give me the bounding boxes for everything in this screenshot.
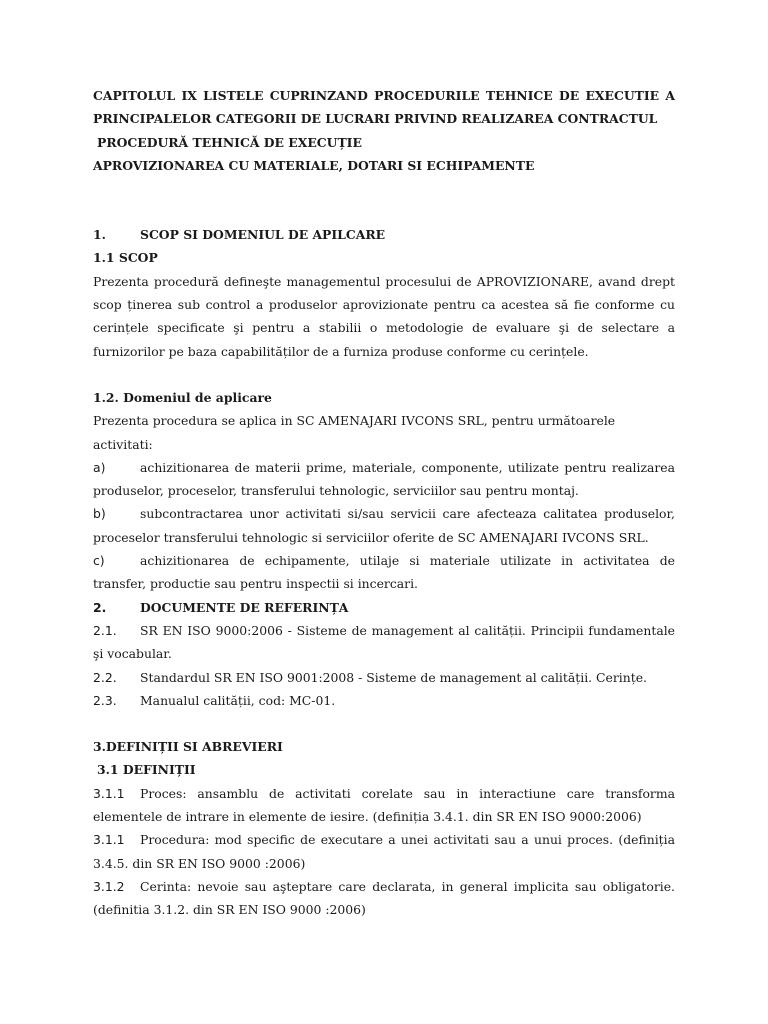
domeniu-item-c (93, 549, 675, 596)
item-mark: b) (93, 506, 106, 522)
definition-item (93, 782, 675, 829)
section-2-number: 2. (93, 599, 107, 615)
title-line-4: APROVIZIONAREA CU MATERIALE, DOTARI SI ECHIPAMENTE (93, 157, 535, 173)
item-mark: c) (93, 553, 105, 569)
reference-item (93, 619, 675, 666)
domeniu-item-a (93, 456, 675, 503)
item-text: Proces: ansamblu de activitati corelate sau in interactiune care transforma elementele de intrare in elemente de iesire. (definiția 3.4.1. din SR EN ISO 9000:2006) (93, 785, 675, 825)
domeniu-heading: 1.2. Domeniul de aplicare (93, 389, 272, 405)
definitions-heading: 3.1 DEFINIȚII (97, 762, 196, 778)
title-line-3: PROCEDURĂ TEHNICĂ DE EXECUȚIE (97, 134, 362, 150)
scop-heading: 1.1 SCOP (93, 250, 158, 266)
document-page (93, 84, 675, 922)
section-1-title: SCOP SI DOMENIUL DE APILCARE (140, 227, 386, 243)
item-text: subcontractarea unor activitati si/sau servicii care afecteaza calitatea produselor, proceselor transferului tehnologic si serviciilor oferite de SC AMENAJARI IVCONS SRL. (93, 506, 675, 545)
item-mark: 2.3. (93, 692, 117, 708)
item-mark: 3.1.1 (93, 832, 125, 848)
domeniu-item-b (93, 502, 675, 549)
title-line-2: PRINCIPALELOR CATEGORII DE LUCRARI PRIVIND REALIZAREA CONTRACTUL (93, 111, 658, 127)
item-text: achizitionarea de materii prime, materiale, componente, utilizate pentru realizarea produselor, proceselor, transferului tehnologic, serviciilor sau pentru montaj. (93, 459, 675, 499)
scop-paragraph: Prezenta procedură defineşte managementul procesului de APROVIZIONARE, avand drept scop ținerea sub control a produselor aprovizionate pentru ca acestea să fie conforme cu cerințele specificate şi pentru a stabilii o metodologie de evaluare şi de selectare a furnizorilor pe baza capabilităților de a furniza produse conforme cu cerințele. (93, 273, 675, 359)
reference-item (93, 689, 675, 712)
title-line-1: CAPITOLUL IX LISTELE CUPRINZAND PROCEDURILE TEHNICE DE EXECUTIE A (93, 88, 675, 103)
item-mark: 2.2. (93, 669, 117, 685)
definition-item (93, 828, 675, 875)
item-mark: a) (93, 459, 106, 475)
section-3-heading: 3.DEFINIȚII SI ABREVIERI (93, 739, 283, 755)
reference-item (93, 666, 675, 689)
item-text: achizitionarea de echipamente, utilaje si materiale utilizate in activitatea de transfer, productie sau pentru inspectii si incercari. (93, 553, 675, 592)
item-text: SR EN ISO 9000:2006 - Sisteme de management al calității. Principii fundamentale şi vocabular. (93, 622, 675, 662)
item-mark: 2.1. (93, 622, 117, 638)
item-text: Standardul SR EN ISO 9001:2008 - Sisteme de management al calității. Cerințe. (140, 669, 647, 685)
section-1-number: 1. (93, 227, 106, 243)
definition-item (93, 875, 675, 922)
item-text: Procedura: mod specific de executare a unei activitati sau a unui proces. (definiția 3.4.5. din SR EN ISO 9000 :2006) (93, 832, 675, 871)
section-2-heading (93, 596, 675, 619)
section-2-title: DOCUMENTE DE REFERINȚA (140, 599, 349, 615)
item-mark: 3.1.2 (93, 878, 125, 894)
item-text: Cerinta: nevoie sau aşteptare care declarata, in general implicita sau obligatorie. (definitia 3.1.2. din SR EN ISO 9000 :2006) (93, 878, 675, 918)
section-1-heading (93, 223, 675, 246)
domeniu-paragraph: Prezenta procedura se aplica in SC AMENAJARI IVCONS SRL, pentru următoarele activitati: (93, 413, 616, 452)
item-text: Manualul calității, cod: MC-01. (140, 692, 336, 708)
item-mark: 3.1.1 (93, 785, 125, 801)
